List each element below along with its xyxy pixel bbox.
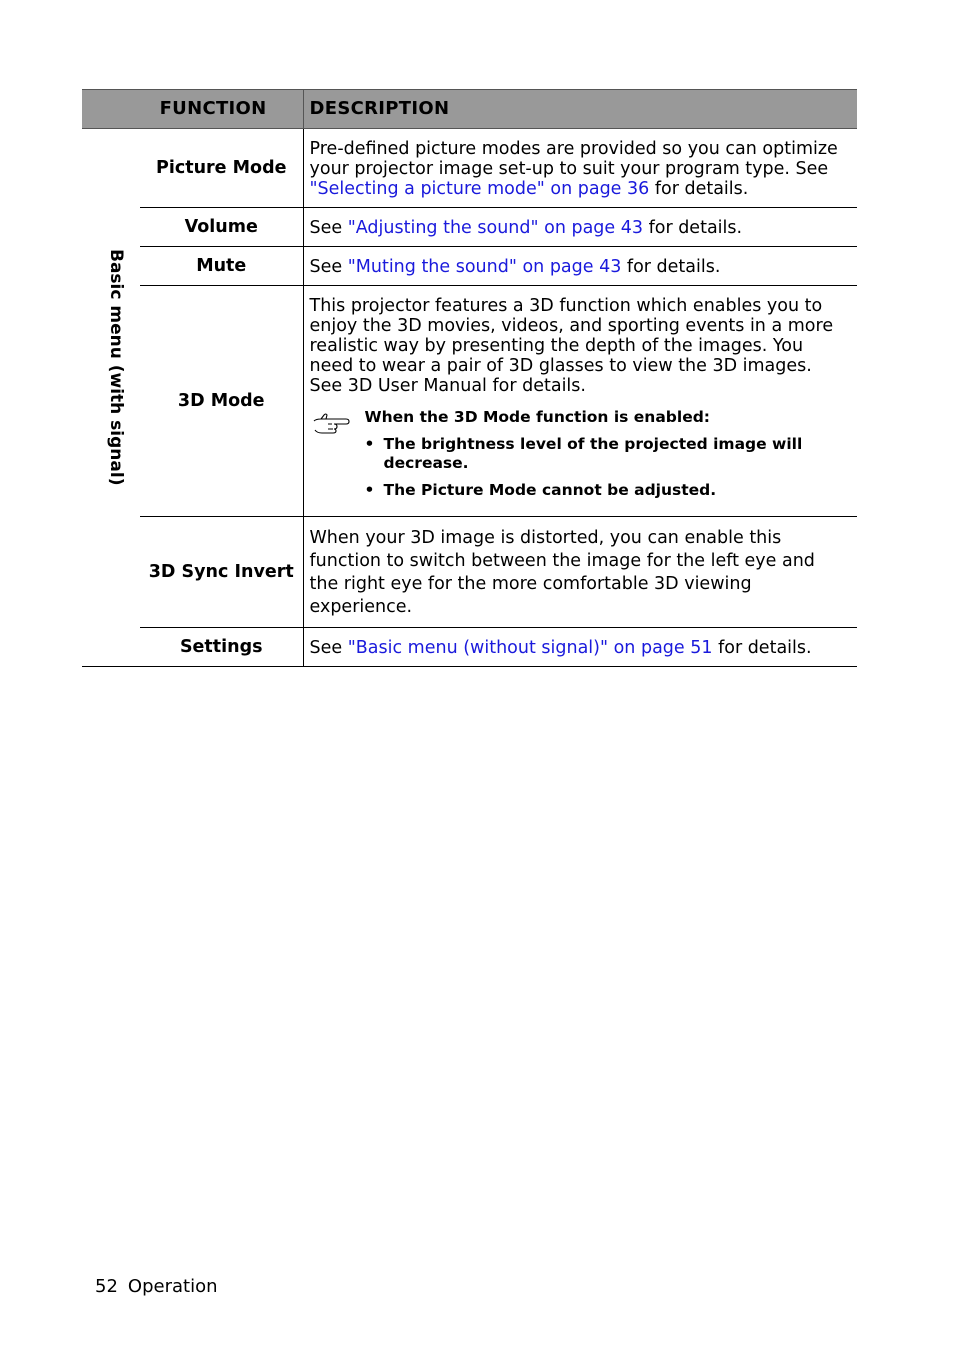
function-name: Mute	[140, 247, 303, 286]
table-row-3d-mode	[82, 286, 857, 517]
description-column-header: DESCRIPTION	[303, 90, 857, 129]
description-text: This projector features a 3D function which enables you to enjoy the 3D movies, videos, and sporting events in a more realistic way by presenting the depth of the images. You need to wear a pair of 3D glasses to view the 3D images. See 3D User Manual for details.	[309, 296, 834, 396]
page-number: 52	[95, 1276, 118, 1297]
description-text: See	[309, 638, 348, 658]
table-row-3d-sync-invert	[82, 517, 857, 628]
table-row-mute	[82, 247, 857, 286]
function-column-header: FUNCTION	[82, 90, 303, 129]
function-description	[303, 129, 857, 208]
function-description	[303, 208, 857, 247]
section-name: Operation	[127, 1276, 218, 1297]
description-text: See	[309, 257, 348, 277]
description-text: for details.	[621, 257, 721, 277]
function-name: Volume	[140, 208, 303, 247]
page-footer	[95, 1276, 217, 1298]
function-name: Settings	[140, 628, 303, 667]
pointing-hand-icon	[312, 412, 352, 434]
basic-menu-without-signal-link[interactable]: "Basic menu (without signal)" on page 51	[347, 638, 713, 658]
description-text: for details.	[649, 179, 749, 199]
menu-group-label: Basic menu (with signal)	[106, 249, 126, 486]
description-text: See	[309, 218, 348, 238]
picture-mode-link[interactable]: "Selecting a picture mode" on page 36	[309, 179, 650, 199]
table-row-settings	[82, 628, 857, 667]
muting-sound-link[interactable]: "Muting the sound" on page 43	[347, 257, 622, 277]
function-table	[82, 89, 857, 667]
description-text: Pre-defined picture modes are provided so you can optimize your projector image set-up to suit your program type. See	[309, 139, 838, 179]
description-text: for details.	[643, 218, 743, 238]
table-row-picture-mode	[82, 129, 857, 208]
note-item: • The Picture Mode cannot be adjusted.	[365, 481, 848, 500]
menu-group-cell	[82, 129, 140, 667]
note-item: • The brightness level of the projected image will decrease.	[365, 435, 848, 473]
function-name: 3D Mode	[140, 286, 303, 517]
table-row-volume	[82, 208, 857, 247]
function-name: Picture Mode	[140, 129, 303, 208]
function-description	[303, 247, 857, 286]
adjusting-sound-link[interactable]: "Adjusting the sound" on page 43	[347, 218, 644, 238]
description-text: for details.	[712, 638, 812, 658]
function-description	[303, 286, 857, 517]
note-list	[365, 435, 848, 500]
table-header-row	[82, 90, 857, 129]
function-description	[303, 628, 857, 667]
function-description: When your 3D image is distorted, you can enable this function to switch between the image for the left eye and the right eye for the more comfortable 3D viewing experience.	[303, 517, 857, 628]
function-name: 3D Sync Invert	[140, 517, 303, 628]
note-box	[310, 408, 848, 500]
note-title: When the 3D Mode function is enabled:	[364, 408, 711, 426]
